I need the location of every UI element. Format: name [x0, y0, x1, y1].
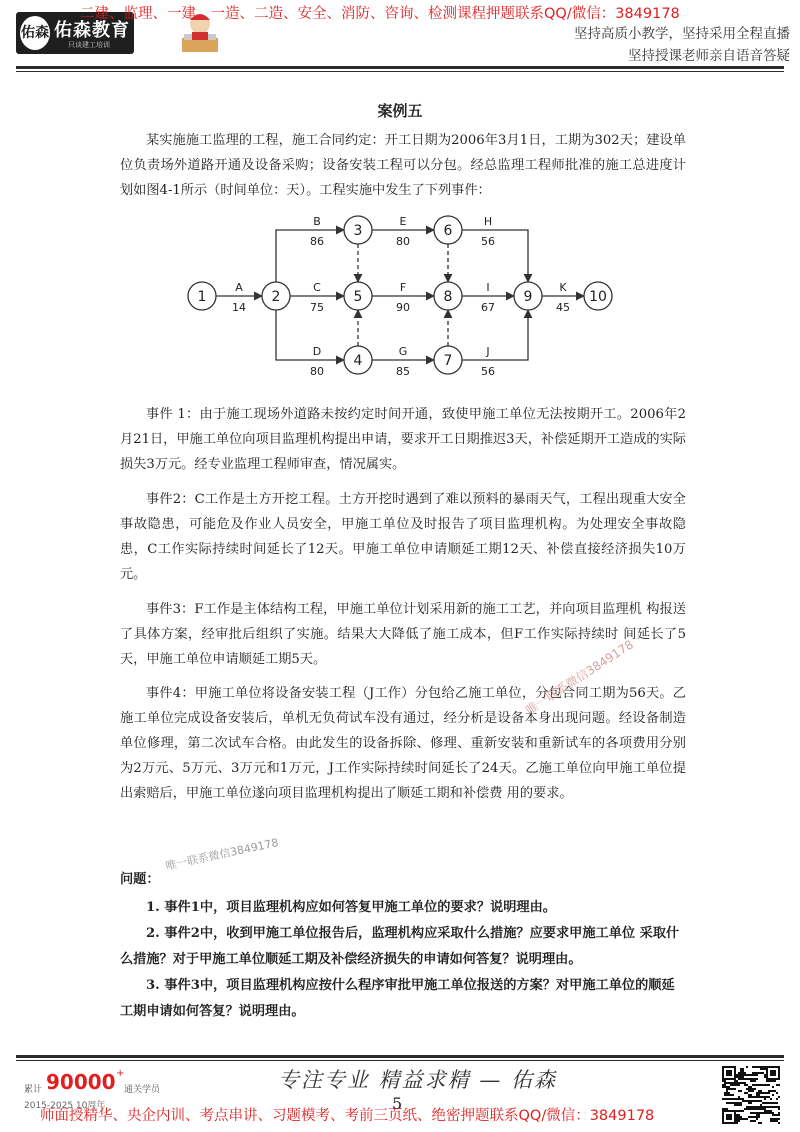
event-4-paragraph: 事件4：甲施工单位将设备安装工程（J工作）分包给乙施工单位，分包合同工期为56天。乙施工单位完成设备安装后，单机无负荷试车没有通过，经分析是设备本身出现问题。经设备制造单位修理，第二次试车合格。由此发生的设备拆除、修理、重新安装和重新试车的各项费用分别为2万元、5万元、3万元和1万元，J工作实际持续时间延长了24天。乙施工单位向甲施工单位提出索赔后，甲施工单位遂向项目监理机构提出了顺延工期和补偿费 用的要求。 — [120, 686, 686, 801]
header-slogan-2: 坚持授课老师亲自语音答疑 — [628, 48, 790, 64]
stat-plus: + — [116, 1068, 125, 1079]
network-node-label: 7 — [443, 353, 453, 369]
header-slogan-1: 坚持高质小教学，坚持采用全程直播 — [574, 26, 790, 42]
activity-duration-label: 45 — [556, 301, 570, 314]
network-node-label: 3 — [353, 223, 363, 239]
page-number: 5 — [392, 1094, 403, 1113]
activity-arrow — [462, 230, 528, 282]
stat-prefix: 累计 — [24, 1085, 43, 1095]
activity-duration-label: 90 — [396, 301, 410, 314]
logo-name: 佑森教育 — [54, 20, 130, 41]
event-1-paragraph: 事件 1：由于施工现场外道路未按约定时间开通，致使甲施工单位无法按期开工。2006年2月21日，甲施工单位向项目监理机构提出申请，要求开工日期推迟3天，补偿延期开工造成的实际损失3万元。经专业监理工程师审查，情况属实。 — [120, 407, 686, 472]
activity-name-label: E — [399, 215, 407, 228]
stat-number: 90000 — [46, 1070, 116, 1094]
activity-duration-label: 56 — [481, 235, 495, 248]
activity-name-label: C — [313, 281, 321, 294]
question-1: 1. 事件1中，项目监理机构应如何答复甲施工单位的要求？说明理由。 — [146, 900, 556, 915]
activity-arrow — [276, 310, 344, 360]
network-node-label: 6 — [443, 223, 453, 239]
bottom-promo-banner: 师面授精华、央企内训、考点串讲、习题模考、考前三页纸、绝密押题联系QQ/微信：3849178 — [40, 1108, 655, 1124]
activity-name-label: I — [486, 281, 490, 294]
header-divider — [16, 66, 784, 69]
event-3-paragraph: 事件3：F工作是主体结构工程，甲施工单位计划采用新的施工工艺，并向项目监理机 构报送了具体方案，经审批后组织了实施。结果大大降低了施工成本，但F工作实际持续时 间延长了5天，甲施工单位申请顺延工期5天。 — [120, 602, 686, 667]
network-node-label: 10 — [589, 289, 607, 305]
top-promo-banner: 二建、监理、一建、一造、二造、安全、消防、咨询、检测课程押题联系QQ/微信：3849178 — [80, 6, 680, 22]
activity-duration-label: 56 — [481, 365, 495, 378]
activity-duration-label: 86 — [310, 235, 324, 248]
stat-suffix: 通关学员 — [124, 1085, 161, 1095]
network-node-label: 5 — [353, 289, 363, 305]
activity-name-label: F — [399, 281, 407, 294]
activity-name-label: H — [483, 215, 493, 228]
logo-mark: 佑森 — [20, 16, 50, 50]
footer-divider — [16, 1055, 784, 1058]
intro-paragraph: 某实施施工监理的工程，施工合同约定：开工日期为2006年3月1日，工期为302天；建设单位负责场外道路开通及设备采购；设备安装工程可以分包。经总监理工程师批准的施工总进度计划如图4-1所示（时间单位：天）。工程实施中发生了下列事件： — [120, 133, 686, 198]
activity-name-label: B — [313, 215, 321, 228]
activity-duration-label: 75 — [310, 301, 324, 314]
activity-duration-label: 80 — [396, 235, 410, 248]
activity-duration-label: 80 — [310, 365, 324, 378]
activity-arrow — [462, 310, 528, 360]
header-divider-thin — [16, 71, 784, 72]
handwritten-motto: 专注专业 精益求精 — 佑森 — [278, 1068, 558, 1092]
activity-name-label: K — [559, 281, 567, 294]
network-diagram — [180, 212, 620, 392]
case-title: 案例五 — [377, 102, 423, 120]
activity-name-label: J — [486, 345, 490, 358]
activity-duration-label: 67 — [481, 301, 495, 314]
logo-subtitle: 只谈建工培训 — [68, 41, 110, 49]
activity-name-label: G — [398, 345, 408, 358]
stat-years: 2015-2025 10周年 — [24, 1101, 106, 1111]
activity-duration-label: 85 — [396, 365, 410, 378]
network-node-label: 1 — [197, 289, 207, 305]
questions-label: 问题： — [120, 872, 160, 887]
network-node-label: 4 — [353, 353, 363, 369]
network-node-label: 9 — [523, 289, 533, 305]
network-node-label: 8 — [443, 289, 453, 305]
activity-duration-label: 14 — [232, 301, 246, 314]
watermark-diagonal: 唯一联系微信3849178 — [523, 637, 636, 718]
activity-name-label: A — [235, 281, 243, 294]
question-2: 2. 事件2中，收到甲施工单位报告后，监理机构应采取什么措施？应要求甲施工单位 采取什么措施？对于甲施工单位顺延工期及补偿经济损失的申请如何答复？说明理由。 — [120, 926, 680, 967]
footer-divider-thin — [16, 1060, 784, 1061]
qr-code-icon[interactable] — [722, 1066, 780, 1124]
activity-name-label: D — [312, 345, 322, 358]
network-node-label: 2 — [271, 289, 281, 305]
question-3: 3. 事件3中，项目监理机构应按什么程序审批甲施工单位报送的方案？对甲施工单位的顺延工期申请如何答复？说明理由。 — [120, 978, 675, 1019]
watermark-contact: 唯一联系微信3849178 — [164, 836, 280, 873]
event-2-paragraph: 事件2：C工作是土方开挖工程。土方开挖时遇到了难以预料的暴雨天气，工程出现重大安全事故隐患，可能危及作业人员安全，甲施工单位及时报告了项目监理机构。为处理安全事故隐患，C工作实际持续时间延长了12天。甲施工单位申请顺延工期12天、补偿直接经济损失10万元。 — [120, 492, 686, 582]
